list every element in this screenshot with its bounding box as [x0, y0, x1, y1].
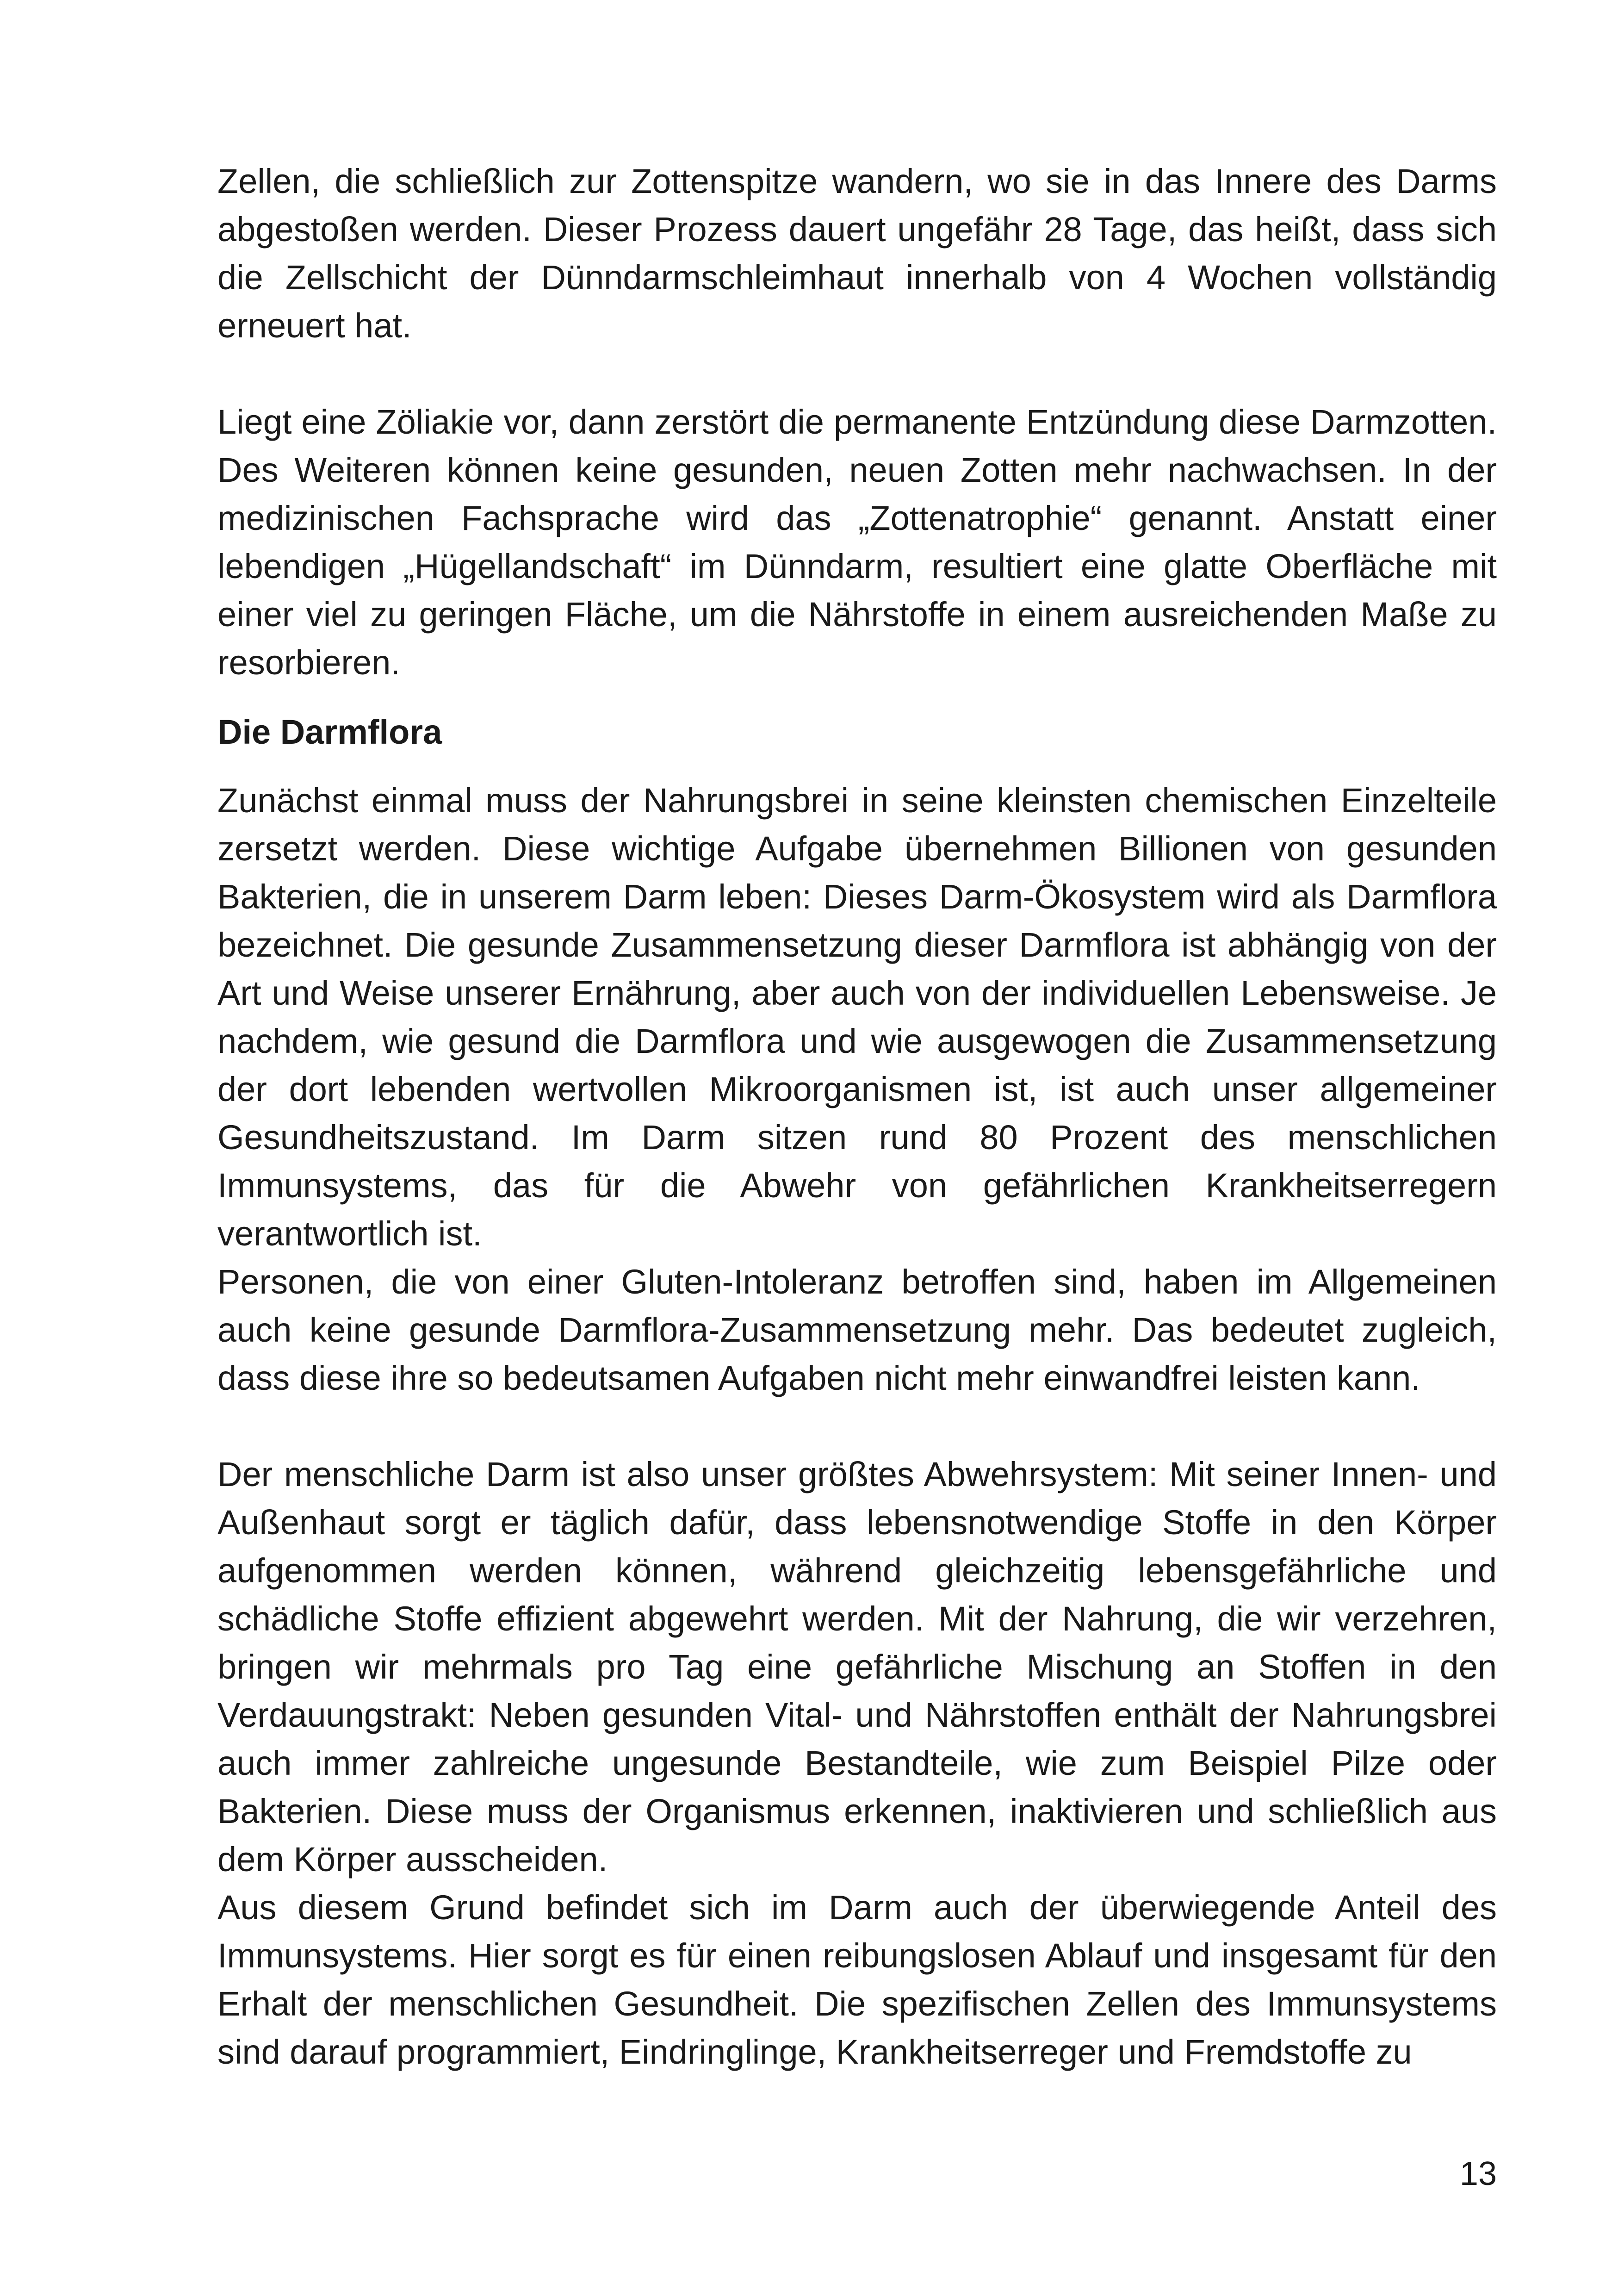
paragraph: Liegt eine Zöliakie vor, dann zerstört die permanente Entzündung diese Darmzotten. Des Weiteren können keine gesunden, neuen Zotten mehr nachwachsen. In der medizinischen Fachsprache wird das „Zottenatrophie“ genannt. Anstatt einer lebendigen „Hügellandschaft“ im Dünndarm, resultiert eine glatte Oberfläche mit einer viel zu geringen Fläche, um die Nährstoffe in einem ausreichenden Maße zu resorbieren.	[217, 403, 1497, 682]
paragraph: Zunächst einmal muss der Nahrungsbrei in seine kleinsten chemischen Einzelteile zersetzt werden. Diese wichtige Aufgabe übernehmen Billionen von gesunden Bakterien, die in unserem Darm leben: Dieses Darm-Ökosystem wird als Darmflora bezeichnet. Die gesunde Zusammensetzung dieser Darmflora ist abhängig von der Art und Weise unserer Ernährung, aber auch von der individuellen Lebensweise. Je nachdem, wie gesund die Darmflora und wie ausgewogen die Zusammensetzung der dort lebenden wertvollen Mikroorganismen ist, ist auch unser allgemeiner Gesundheitszustand. Im Darm sitzen rund 80 Prozent des menschlichen Immunsystems, das für die Abwehr von gefährlichen Krankheitserregern verantwortlich ist.	[217, 781, 1497, 1253]
section-heading: Die Darmflora	[217, 713, 442, 751]
page-body	[217, 157, 1497, 2076]
paragraph: Personen, die von einer Gluten-Intoleranz betroffen sind, haben im Allgemeinen auch keine gesunde Darmflora-Zusammensetzung mehr. Das bedeutet zugleich, dass diese ihre so bedeutsamen Aufgaben nicht mehr einwandfrei leisten kann.	[217, 1263, 1497, 1397]
paragraph: Zellen, die schließlich zur Zottenspitze wandern, wo sie in das Innere des Darms abgestoßen werden. Dieser Prozess dauert ungefähr 28 Tage, das heißt, dass sich die Zellschicht der Dünndarmschleimhaut innerhalb von 4 Wochen vollständig erneuert hat.	[217, 162, 1497, 345]
paragraph: Aus diesem Grund befindet sich im Darm auch der überwiegende Anteil des Immunsystems. Hier sorgt es für einen reibungslosen Ablauf und insgesamt für den Erhalt der menschlichen Gesundheit. Die spezifischen Zellen des Immunsystems sind darauf programmiert, Eindringlinge, Krankheitserreger und Fremdstoffe zu	[217, 1888, 1497, 2071]
paragraph: Der menschliche Darm ist also unser größtes Abwehrsystem: Mit seiner Innen- und Außenhaut sorgt er täglich dafür, dass lebensnotwendige Stoffe in den Körper aufgenommen werden können, während gleichzeitig lebensgefährliche und schädliche Stoffe effizient abgewehrt werden. Mit der Nahrung, die wir verzehren, bringen wir mehrmals pro Tag eine gefährliche Mischung an Stoffen in den Verdauungstrakt: Neben gesunden Vital- und Nährstoffen enthält der Nahrungsbrei auch immer zahlreiche ungesunde Bestandteile, wie zum Beispiel Pilze oder Bakterien. Diese muss der Organismus erkennen, inaktivieren und schließlich aus dem Körper ausscheiden.	[217, 1455, 1497, 1879]
page-number: 13	[1459, 2155, 1497, 2192]
